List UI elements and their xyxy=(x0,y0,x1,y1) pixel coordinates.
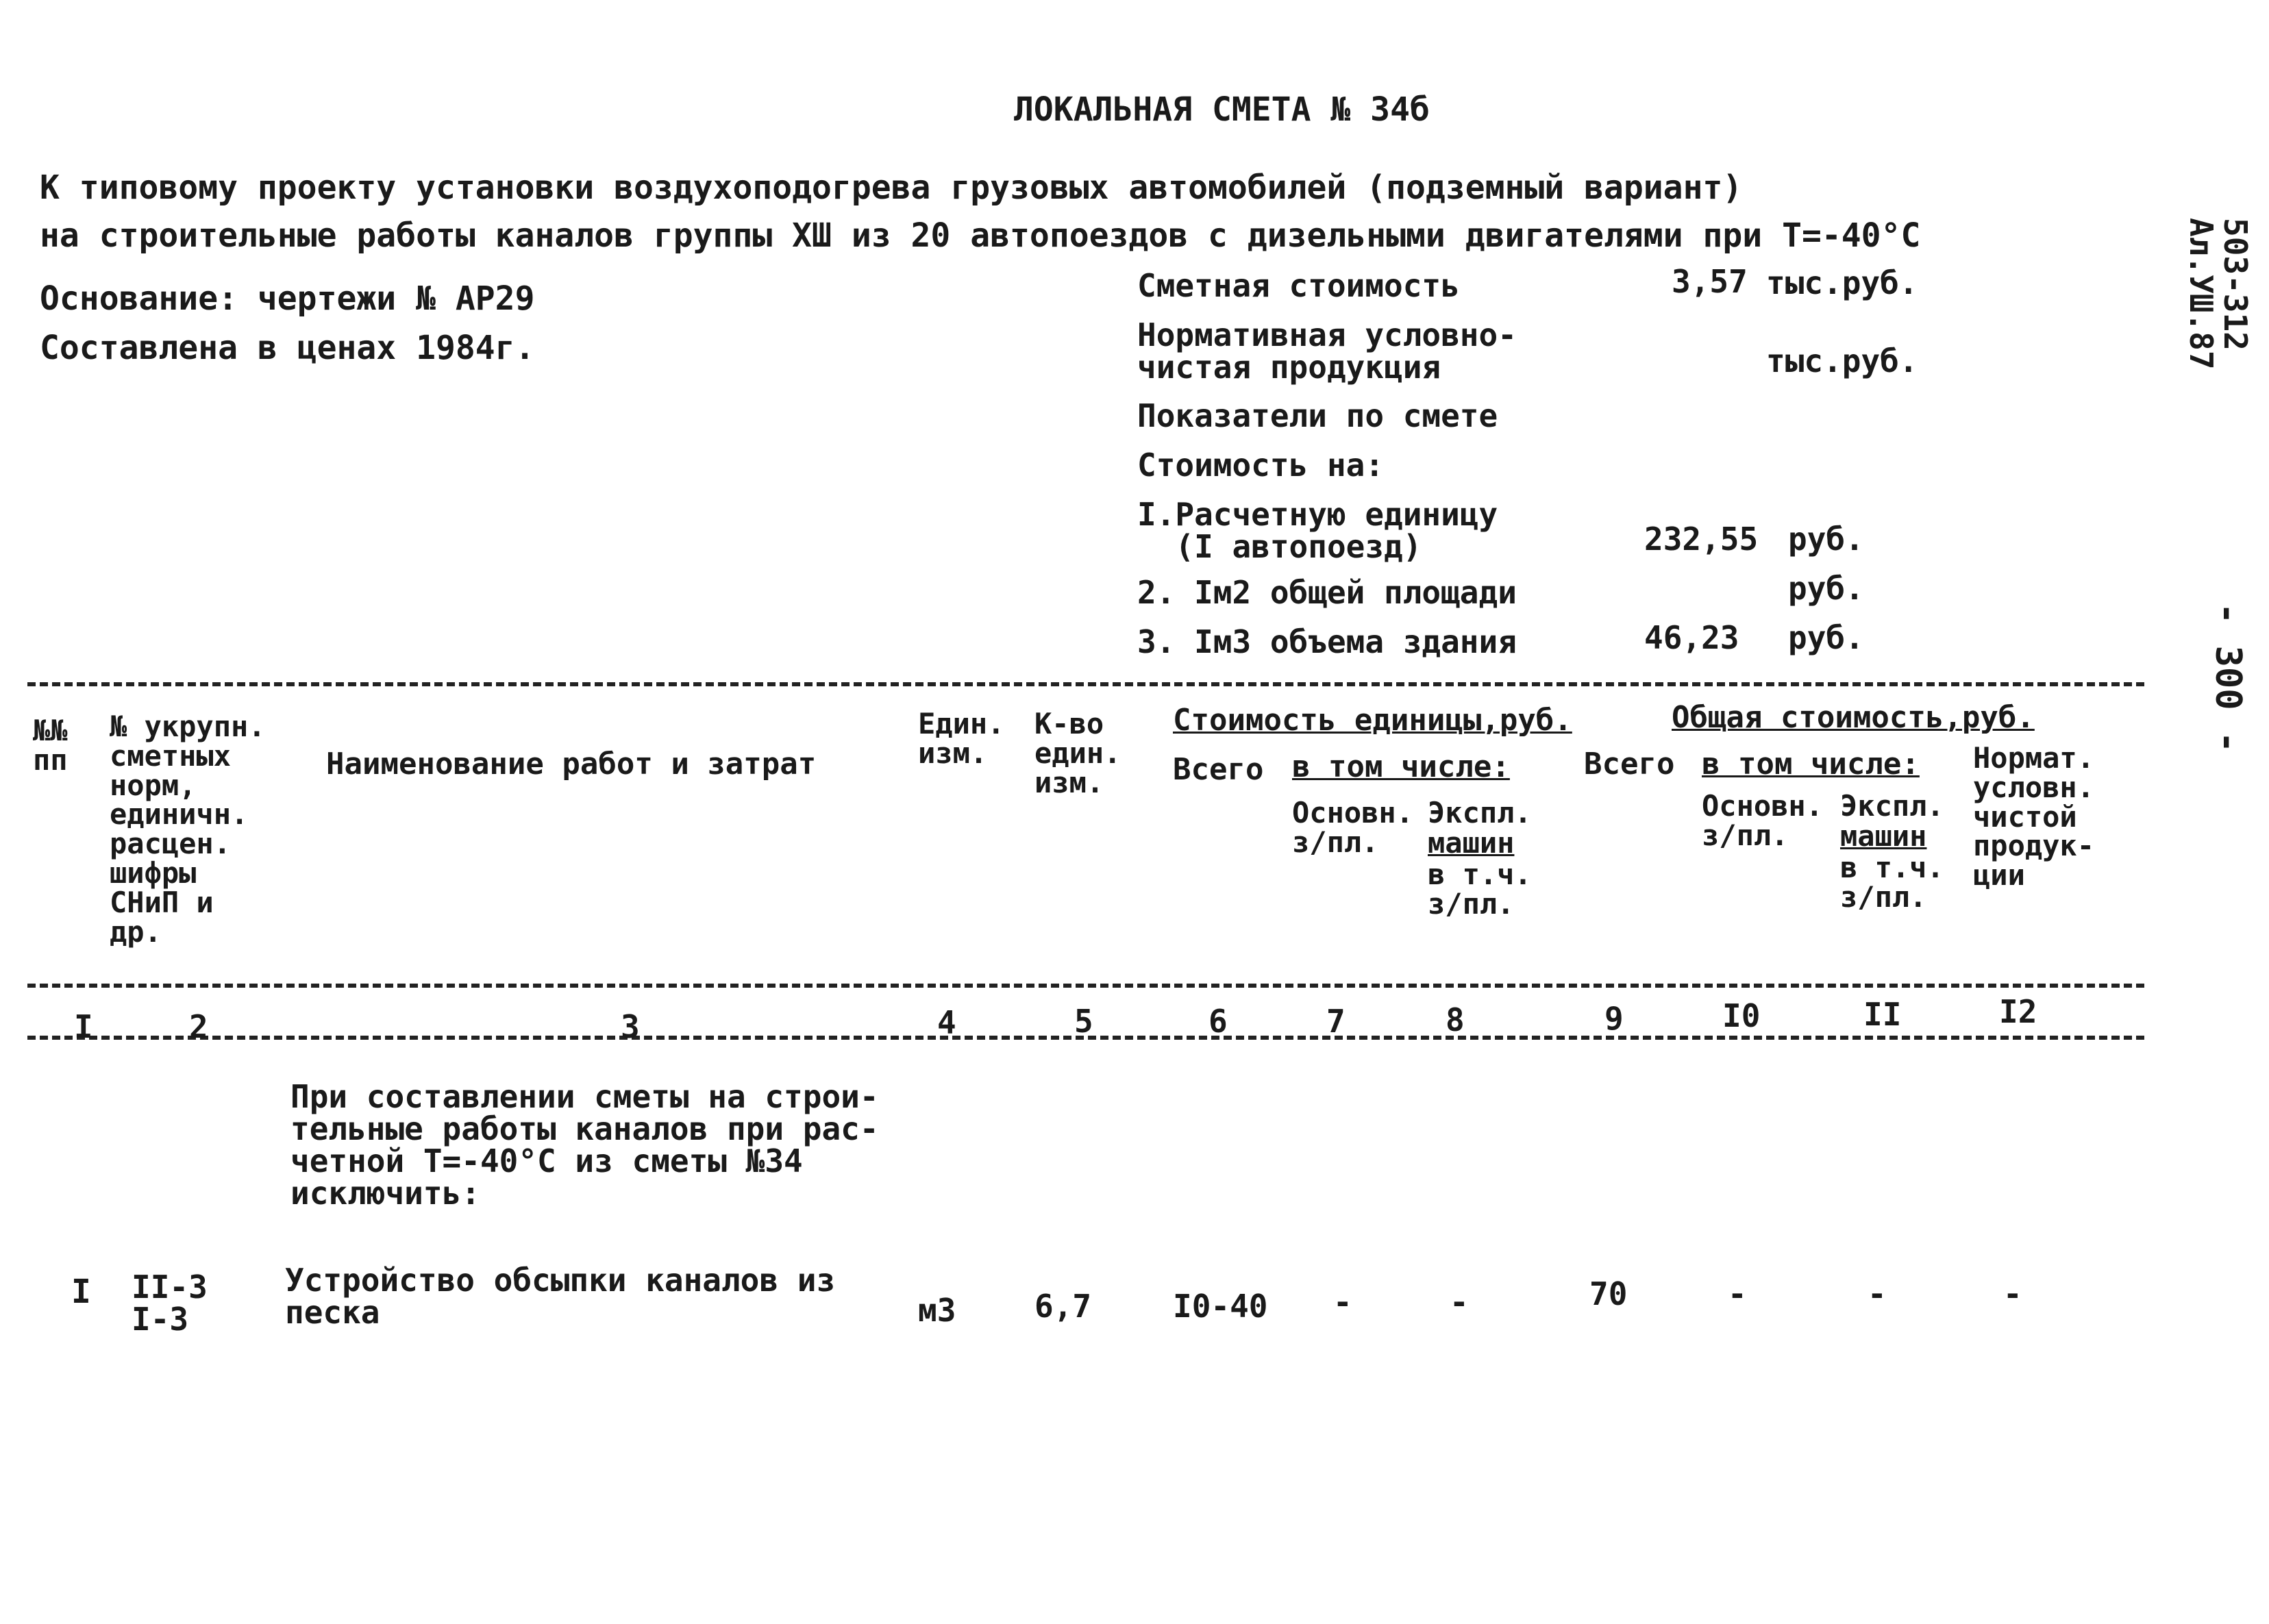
header-work-name: Наименование работ и затрат xyxy=(326,747,817,782)
indicator-volume-value: 46,23 xyxy=(1644,619,1739,656)
indicator-unit-label: I.Расчетную единицу (I автопоезд) xyxy=(1137,496,1498,565)
indicators-label: Показатели по смете xyxy=(1137,397,1498,434)
indicator-area-unit: руб. xyxy=(1788,570,1864,607)
estimated-cost-label: Сметная стоимость xyxy=(1137,267,1460,304)
row-unit-base-wage: - xyxy=(1333,1284,1352,1321)
cost-on-label: Стоимость на: xyxy=(1137,447,1385,484)
header-unit-total: Всего xyxy=(1173,752,1264,787)
row-unit: м3 xyxy=(918,1292,956,1329)
header-total-machines-wage: в т.ч. з/пл. xyxy=(1840,851,1944,914)
indicator-area-label: 2. Iм2 общей площади xyxy=(1137,574,1517,611)
normative-unit: тыс.руб. xyxy=(1766,342,1918,379)
header-unit-incl: в том числе: xyxy=(1292,749,1510,784)
column-number-10: I0 xyxy=(1722,997,1761,1034)
prices-text: Составлена в ценах 1984г. xyxy=(40,329,535,367)
row-total-machines: - xyxy=(1868,1275,1887,1312)
column-number-9: 9 xyxy=(1604,1000,1624,1037)
header-bottom-rule xyxy=(27,984,2144,988)
column-number-4: 4 xyxy=(937,1004,956,1041)
document-title: ЛОКАЛЬНАЯ СМЕТА № 34б xyxy=(1014,90,1430,129)
table-top-rule xyxy=(27,682,2144,686)
header-norm-code: № укрупн. сметных норм, единичн. расцен. шифры СНиП и др. xyxy=(110,710,266,949)
page-number: - 300 - xyxy=(2207,603,2248,753)
header-total-machines-label: машин xyxy=(1840,819,1927,853)
estimated-cost-value: 3,57 xyxy=(1672,263,1748,300)
row-total-base-wage: - xyxy=(1728,1275,1747,1312)
indicator-unit-unit: руб. xyxy=(1788,521,1864,558)
column-number-11: II xyxy=(1863,996,1902,1033)
header-unit-machines-label: машин xyxy=(1428,826,1515,860)
header-unit-cost: Стоимость единицы,руб. xyxy=(1173,703,1572,738)
subtitle-works: на строительные работы каналов группы ХШ из 20 автопоездов с дизельными двигателями при Т=-40°С xyxy=(40,216,1921,255)
header-unit: Един. изм. xyxy=(918,707,1005,770)
column-number-1: I xyxy=(74,1008,93,1045)
row-unit-cost-total: I0-40 xyxy=(1173,1288,1268,1325)
header-unit-machines-wage: в т.ч. з/пл. xyxy=(1428,858,1532,921)
column-number-8: 8 xyxy=(1446,1001,1465,1038)
row-normative-output: - xyxy=(2003,1275,2022,1312)
header-total-machines: Экспл. xyxy=(1840,789,1944,823)
column-number-12: I2 xyxy=(1999,993,2037,1030)
column-number-7: 7 xyxy=(1326,1003,1346,1040)
indicator-unit-value: 232,55 xyxy=(1644,521,1759,558)
indicator-volume-label: 3. Iм3 объема здания xyxy=(1137,623,1517,660)
header-total-cost: Общая стоимость,руб. xyxy=(1672,700,2035,735)
row-work-name: Устройство обсыпки каналов из песка xyxy=(285,1262,836,1331)
side-code-series: 503-312 xyxy=(2217,218,2254,351)
header-total-base-wage: Основн. з/пл. xyxy=(1702,789,1824,852)
header-unit-base-wage: Основн. з/пл. xyxy=(1292,796,1414,859)
estimated-cost-unit: тыс.руб. xyxy=(1766,264,1918,301)
column-number-6: 6 xyxy=(1208,1003,1228,1040)
header-unit-machines: Экспл. xyxy=(1428,796,1532,829)
basis-text: Основание: чертежи № АР29 xyxy=(40,279,535,318)
column-number-5: 5 xyxy=(1074,1003,1093,1040)
column-number-3: 3 xyxy=(621,1008,640,1045)
header-quantity: К-во един. изм. xyxy=(1034,707,1121,799)
header-total-incl: в том числе: xyxy=(1702,747,1920,782)
header-normative-output: Нормат. условн. чистой продук- ции xyxy=(1973,741,2095,892)
subtitle-project: К типовому проекту установки воздухоподогрева грузовых автомобилей (подземный вариант) xyxy=(40,168,1743,207)
row-number: I xyxy=(71,1273,91,1311)
header-row-number: №№ пп xyxy=(33,714,68,777)
side-code-album: Ал.УШ.87 xyxy=(2183,218,2220,370)
header-total-all: Всего xyxy=(1584,747,1675,782)
column-number-2: 2 xyxy=(189,1008,208,1045)
row-norm-code: II-3 I-3 xyxy=(132,1269,208,1338)
indicator-volume-unit: руб. xyxy=(1788,619,1864,656)
row-unit-machines: - xyxy=(1450,1284,1469,1321)
row-quantity: 6,7 xyxy=(1034,1288,1092,1325)
exclusion-note: При составлении сметы на строи- тельные работы каналов при рас- четной Т=-40°С из сметы №34 исключить: xyxy=(290,1078,879,1212)
row-total-cost: 70 xyxy=(1589,1275,1628,1312)
normative-label: Нормативная условно- чистая продукция xyxy=(1137,316,1517,386)
